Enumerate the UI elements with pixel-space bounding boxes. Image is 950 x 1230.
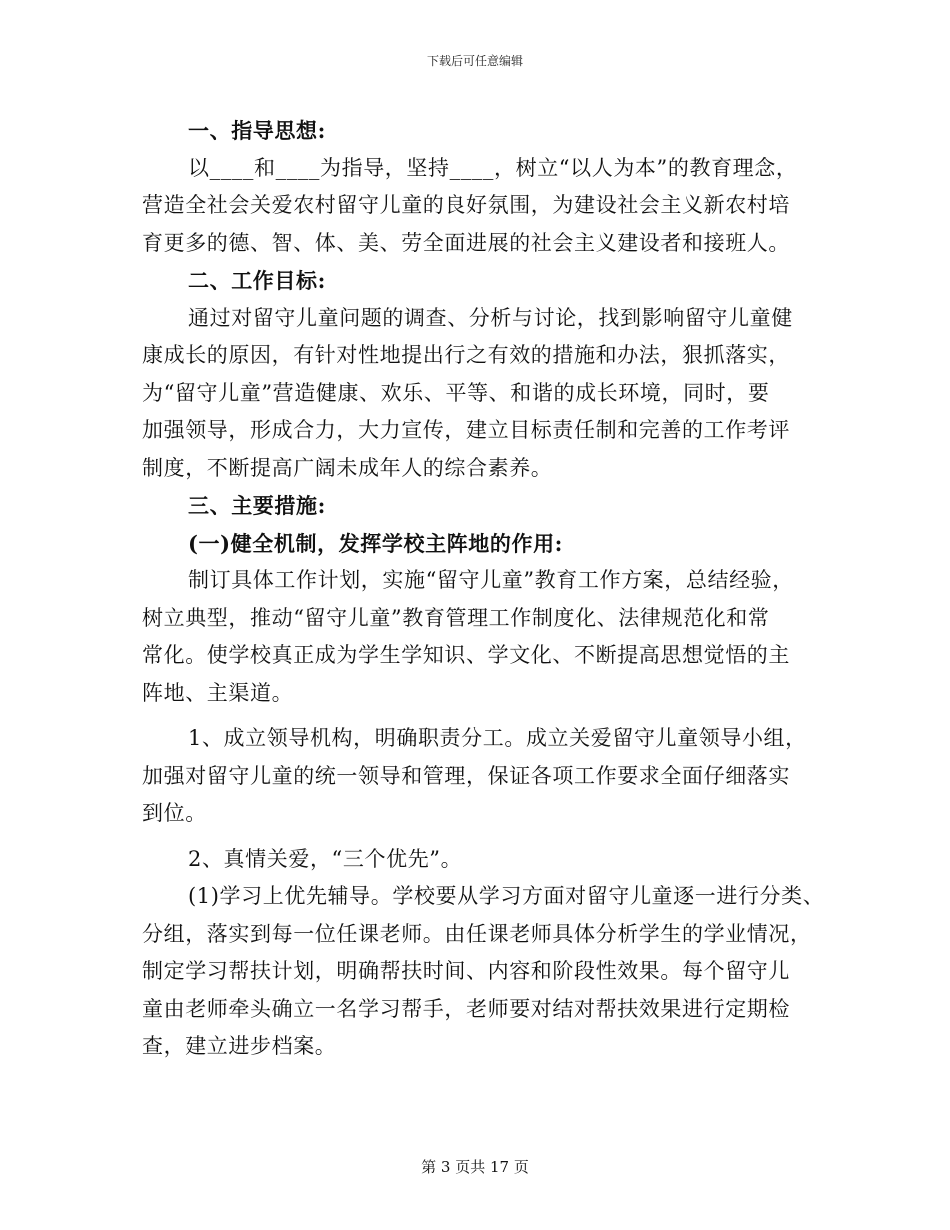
text-line: 通过对留守儿童问题的调查、分析与讨论，找到影响留守儿童健: [188, 305, 793, 330]
section-heading: (一)健全机制，发挥学校主阵地的作用:: [188, 530, 564, 556]
text-line: 童由老师牵头确立一名学习帮手，老师要对结对帮扶效果进行定期检: [142, 996, 790, 1021]
paragraph-gap: [142, 833, 832, 841]
page-footer: 第 3 页共 17 页: [421, 1158, 529, 1176]
text-line: 以____和____为指导，坚持____，树立“以人为本”的教育理念，: [188, 155, 798, 180]
section-heading: 三、主要措施:: [188, 493, 326, 518]
text-line: 2、真情关爱，“三个优先”。: [188, 846, 463, 871]
section-heading: 二、工作目标:: [188, 268, 326, 293]
section-heading: 一、指导思想:: [188, 118, 326, 143]
text-line: 制订具体工作计划，实施“留守儿童”教育工作方案，总结经验，: [188, 568, 794, 592]
text-line: 营造全社会关爱农村留守儿童的良好氛围，为建设社会主义新农村培: [142, 193, 790, 217]
text-line: 到位。: [142, 801, 207, 825]
text-line: 加强对留守儿童的统一领导和管理，保证各项工作要求全面仔细落实: [142, 763, 790, 788]
paragraph-gap: [142, 712, 832, 720]
text-line: 树立典型，推动“留守儿童”教育管理工作制度化、法律规范化和常: [142, 605, 770, 630]
text-line: 1、成立领导机构，明确职责分工。成立关爱留守儿童领导小组，: [188, 726, 807, 750]
text-line: 康成长的原因，有针对性地提出行之有效的措施和办法，狠抓落实，: [142, 343, 790, 367]
document-body: [142, 112, 832, 1066]
text-line: 为“留守儿童”营造健康、欢乐、平等、和谐的成长环境，同时，要: [142, 380, 770, 405]
text-line: 加强领导，形成合力，大力宣传，建立目标责任制和完善的工作考评: [142, 418, 790, 442]
text-line: 育更多的德、智、体、美、劳全面进展的社会主义建设者和接班人。: [142, 230, 790, 255]
text-line: 常化。使学校真正成为学生学知识、学文化、不断提高思想觉悟的主: [142, 643, 790, 667]
text-line: (1)学习上优先辅导。学校要从学习方面对留守儿童逐一进行分类、: [188, 884, 825, 908]
text-line: 制定学习帮扶计划，明确帮扶时间、内容和阶段性效果。每个留守儿: [142, 959, 790, 983]
page-header: 下载后可任意编辑: [426, 54, 523, 68]
text-line: 查，建立进步档案。: [142, 1034, 337, 1058]
text-line: 阵地、主渠道。: [142, 680, 294, 705]
text-line: 制度，不断提高广阔未成年人的综合素养。: [142, 455, 553, 480]
text-line: 分组，落实到每一位任课老师。由任课老师具体分析学生的学业情况，: [142, 921, 812, 946]
